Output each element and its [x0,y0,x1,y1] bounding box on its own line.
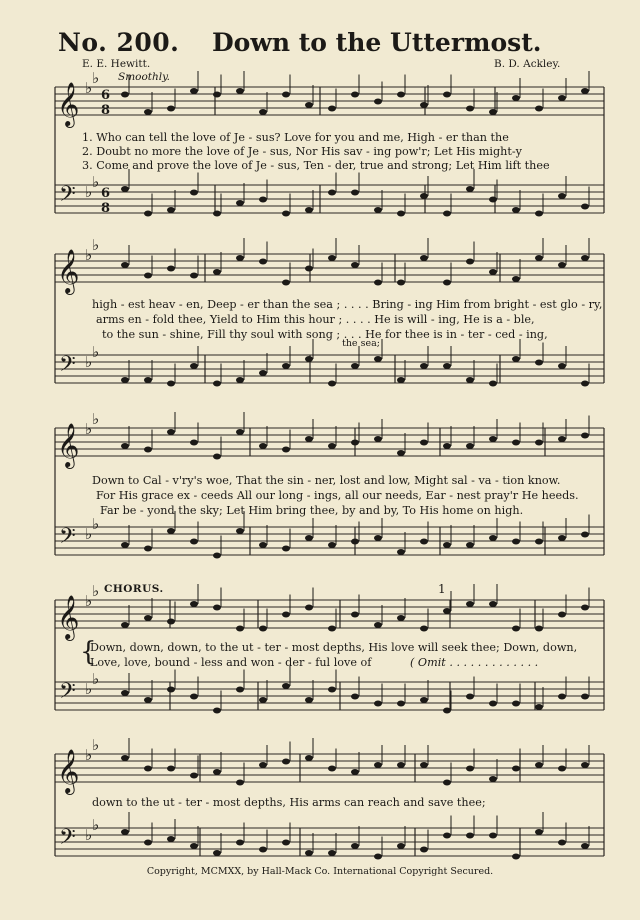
note-head [167,836,175,842]
note-head [259,259,267,265]
note-head [512,766,520,772]
note-head [213,381,221,387]
bass-clef-icon: 𝄢 [59,182,76,212]
note-head [121,377,129,383]
note-head [213,769,221,775]
note-head [374,854,382,860]
key-flat-icon: ♭ [85,592,93,610]
note-head [190,88,198,94]
note-head [581,605,589,611]
note-head [489,833,497,839]
note-head [466,766,474,772]
time-signature-top: 6 [101,88,111,103]
time-signature-bottom: 8 [101,201,111,216]
note-head [259,542,267,548]
note-head [443,608,451,614]
note-head [466,259,474,265]
lyricist: E. E. Hewitt. [82,58,151,70]
note-head [213,605,221,611]
chorus-line-1: Down, down, down, to the ut - ter - most depths, His love will seek thee; Down, down, [90,641,578,654]
note-head [512,440,520,446]
note-head [581,433,589,439]
note-head [443,542,451,548]
note-head [512,626,520,632]
note-head [213,92,221,98]
note-head [282,447,290,453]
system-1-verse-1: 1. Who can tell the love of Je - sus? Love for you and me, High - er than the [82,131,509,144]
note-head [259,109,267,115]
note-head [558,694,566,700]
note-head [167,766,175,772]
note-head [190,363,198,369]
note-head [351,363,359,369]
note-head [351,612,359,618]
note-head [535,626,543,632]
note-head [374,622,382,628]
note-head [512,356,520,362]
note-head [167,207,175,213]
key-flat-icon: ♭ [92,582,100,600]
note-head [466,443,474,449]
system-2-verse-2: arms en - fold thee, Yield to Him this hour ; . . . . He is will - ing, He is a - ble, [96,313,535,326]
note-head [374,280,382,286]
note-head [305,436,313,442]
note-head [466,186,474,192]
note-head [489,269,497,275]
system-3-verse-1: Down to Cal - v'ry's woe, That the sin - ner, lost and low, Might sal - va - tion know. [92,474,561,487]
note-head [167,106,175,112]
note-head [443,780,451,786]
note-head [144,273,152,279]
note-head [535,704,543,710]
note-head [328,443,336,449]
note-head [282,363,290,369]
note-head [236,528,244,534]
note-head [512,207,520,213]
chorus-label: CHORUS. [104,583,164,595]
note-head [558,535,566,541]
note-head [328,766,336,772]
note-head [190,440,198,446]
staff-bass-2 [55,355,604,383]
note-head [282,683,290,689]
note-head [328,106,336,112]
key-flat-icon: ♭ [85,746,93,764]
note-head [305,605,313,611]
note-head [236,840,244,846]
note-head [512,276,520,282]
system-3-verse-3: Far be - yond the sky; Let Him bring thee, by and by, To His home on high. [100,504,524,517]
note-head [397,450,405,456]
note-head [535,360,543,366]
note-head [489,109,497,115]
note-head [397,211,405,217]
time-signature-bottom: 8 [101,103,111,118]
system-2-verse-1: high - est heav - en, Deep - er than the sea ; . . . . Bring - ing Him from bright - est glo - ry, [92,298,603,311]
note-head [167,528,175,534]
note-head [190,273,198,279]
key-flat-icon: ♭ [92,236,100,254]
note-head [351,190,359,196]
note-head [512,539,520,545]
key-flat-icon: ♭ [85,680,93,698]
note-head [190,843,198,849]
note-head [489,601,497,607]
note-head [305,207,313,213]
note-head [397,701,405,707]
key-flat-icon: ♭ [92,173,100,191]
note-head [374,535,382,541]
note-head [144,766,152,772]
note-head [443,211,451,217]
note-head [282,759,290,765]
note-head [558,363,566,369]
note-head [581,843,589,849]
note-head [259,697,267,703]
note-head [466,694,474,700]
note-head [351,769,359,775]
copyright-notice: Copyright, MCMXX, by Hall-Mack Co. International Copyright Secured. [146,866,494,877]
note-head [190,694,198,700]
note-head [420,539,428,545]
treble-clef-icon: 𝄞 [57,749,80,793]
key-flat-icon: ♭ [85,79,93,97]
key-flat-icon: ♭ [85,420,93,438]
note-head [443,92,451,98]
note-head [121,443,129,449]
note-head [259,762,267,768]
note-head [397,377,405,383]
note-head [558,95,566,101]
note-head [121,690,129,696]
note-head [489,701,497,707]
note-head [167,687,175,693]
note-head [581,381,589,387]
note-head [236,687,244,693]
note-head [581,694,589,700]
note-head [443,443,451,449]
note-head [259,370,267,376]
note-head [397,615,405,621]
note-head [213,269,221,275]
note-head [351,843,359,849]
composer: B. D. Ackley. [494,58,561,70]
note-head [121,92,129,98]
bass-clef-icon: 𝄢 [59,679,76,709]
note-head [397,843,405,849]
note-head [397,762,405,768]
note-head [558,193,566,199]
note-head [305,850,313,856]
note-head [236,377,244,383]
note-head [121,829,129,835]
key-flat-icon: ♭ [85,246,93,264]
note-head [328,190,336,196]
note-head [167,266,175,272]
note-head [443,280,451,286]
note-head [535,539,543,545]
note-head [213,708,221,714]
note-head [190,773,198,779]
note-head [558,840,566,846]
note-head [558,262,566,268]
note-head [420,847,428,853]
note-head [581,532,589,538]
note-head [581,762,589,768]
time-signature-top: 6 [101,186,111,201]
note-head [121,542,129,548]
bass-clef-icon: 𝄢 [59,825,76,855]
note-head [466,833,474,839]
note-head [535,829,543,835]
note-head [259,847,267,853]
note-head [581,204,589,210]
staff-bass-4 [55,682,604,710]
note-head [512,95,520,101]
note-head [328,255,336,261]
note-head [144,211,152,217]
note-head [144,615,152,621]
note-head [305,102,313,108]
key-flat-icon: ♭ [92,736,100,754]
note-head [558,766,566,772]
treble-clef-icon: 𝄞 [57,82,80,126]
note-head [397,280,405,286]
note-head [581,255,589,261]
note-head [489,197,497,203]
note-head [351,539,359,545]
note-head [190,190,198,196]
treble-clef-icon: 𝄞 [57,423,80,467]
key-flat-icon: ♭ [85,826,93,844]
system-1-verse-3: 3. Come and prove the love of Je - sus, Ten - der, true and strong; Let Him lift thee [82,159,550,172]
note-head [144,840,152,846]
note-head [397,92,405,98]
note-head [443,363,451,369]
note-head [397,549,405,555]
note-head [144,546,152,552]
note-head [121,186,129,192]
note-head [489,535,497,541]
note-head [420,255,428,261]
note-head [420,440,428,446]
hymn-title: Down to the Uttermost. [212,28,542,57]
note-head [236,429,244,435]
note-head [466,106,474,112]
note-head [374,207,382,213]
note-head [328,850,336,856]
note-head [236,200,244,206]
note-head [282,612,290,618]
note-head [581,88,589,94]
note-head [466,542,474,548]
note-head [351,694,359,700]
note-head [535,211,543,217]
key-flat-icon: ♭ [92,670,100,688]
note-head [236,780,244,786]
note-head [328,626,336,632]
note-head [443,833,451,839]
chorus-line-2: Love, love, bound - less and won - der - ful love of [90,656,372,669]
note-head [374,701,382,707]
note-head [535,762,543,768]
note-head [535,106,543,112]
note-head [420,102,428,108]
note-head [374,99,382,105]
note-head [144,377,152,383]
note-head [305,755,313,761]
staff-bass-3 [55,527,604,555]
note-head [328,542,336,548]
note-head [535,440,543,446]
staff-treble-4 [55,600,604,628]
note-head [466,377,474,383]
note-head [489,436,497,442]
note-head [282,280,290,286]
staff-treble-3 [55,428,604,456]
note-head [466,601,474,607]
note-head [305,697,313,703]
system-5-lyrics: down to the ut - ter - most depths, His arms can reach and save thee; [92,796,486,809]
note-head [305,535,313,541]
note-head [282,211,290,217]
note-head [351,440,359,446]
note-head [213,454,221,460]
key-flat-icon: ♭ [92,343,100,361]
key-flat-icon: ♭ [92,69,100,87]
note-head [512,854,520,860]
note-head [305,356,313,362]
key-flat-icon: ♭ [92,410,100,428]
note-head [236,626,244,632]
note-head [420,626,428,632]
system-2-cue: the sea; [342,338,380,349]
note-head [374,436,382,442]
note-head [374,762,382,768]
note-head [121,262,129,268]
note-head [282,546,290,552]
key-flat-icon: ♭ [92,515,100,533]
omit-marking: ( Omit . . . . . . . . . . . . . [410,656,539,669]
hymn-number: No. 200. [58,28,180,57]
note-head [420,363,428,369]
treble-clef-icon: 𝄞 [57,249,80,293]
note-head [121,755,129,761]
note-head [144,697,152,703]
note-head [420,762,428,768]
note-head [351,262,359,268]
key-flat-icon: ♭ [85,183,93,201]
bass-clef-icon: 𝄢 [59,524,76,554]
treble-clef-icon: 𝄞 [57,595,80,639]
key-flat-icon: ♭ [92,816,100,834]
note-head [512,701,520,707]
note-head [420,697,428,703]
note-head [489,776,497,782]
note-head [213,553,221,559]
note-head [305,266,313,272]
note-head [282,840,290,846]
note-head [167,619,175,625]
note-head [328,687,336,693]
note-head [121,622,129,628]
note-head [489,381,497,387]
note-head [558,436,566,442]
note-head [535,255,543,261]
bass-clef-icon: 𝄢 [59,352,76,382]
note-head [443,708,451,714]
first-ending-number: 1 [438,582,446,596]
tempo-marking: Smoothly. [118,71,171,83]
note-head [374,356,382,362]
verse-brace: { [80,637,97,667]
note-head [328,381,336,387]
note-head [236,255,244,261]
note-head [351,92,359,98]
system-2-verse-3: to the sun - shine, Fill thy soul with song ; . . . He for thee is in - ter - ced - ing, [102,328,548,341]
system-1-verse-2: 2. Doubt no more the love of Je - sus, Nor His sav - ing pow'r; Let His might-y [82,145,522,158]
staff-bass-1 [55,185,604,213]
note-head [144,447,152,453]
note-head [282,92,290,98]
note-head [213,211,221,217]
note-head [236,88,244,94]
note-head [259,443,267,449]
note-head [259,197,267,203]
note-head [167,381,175,387]
note-head [190,601,198,607]
note-head [213,850,221,856]
note-head [167,429,175,435]
key-flat-icon: ♭ [85,353,93,371]
note-head [144,109,152,115]
key-flat-icon: ♭ [85,525,93,543]
system-3-verse-2: For His grace ex - ceeds All our long - ings, all our needs, Ear - nest pray'r He heeds. [96,489,579,502]
note-head [190,539,198,545]
note-head [420,193,428,199]
note-head [558,612,566,618]
note-head [259,626,267,632]
